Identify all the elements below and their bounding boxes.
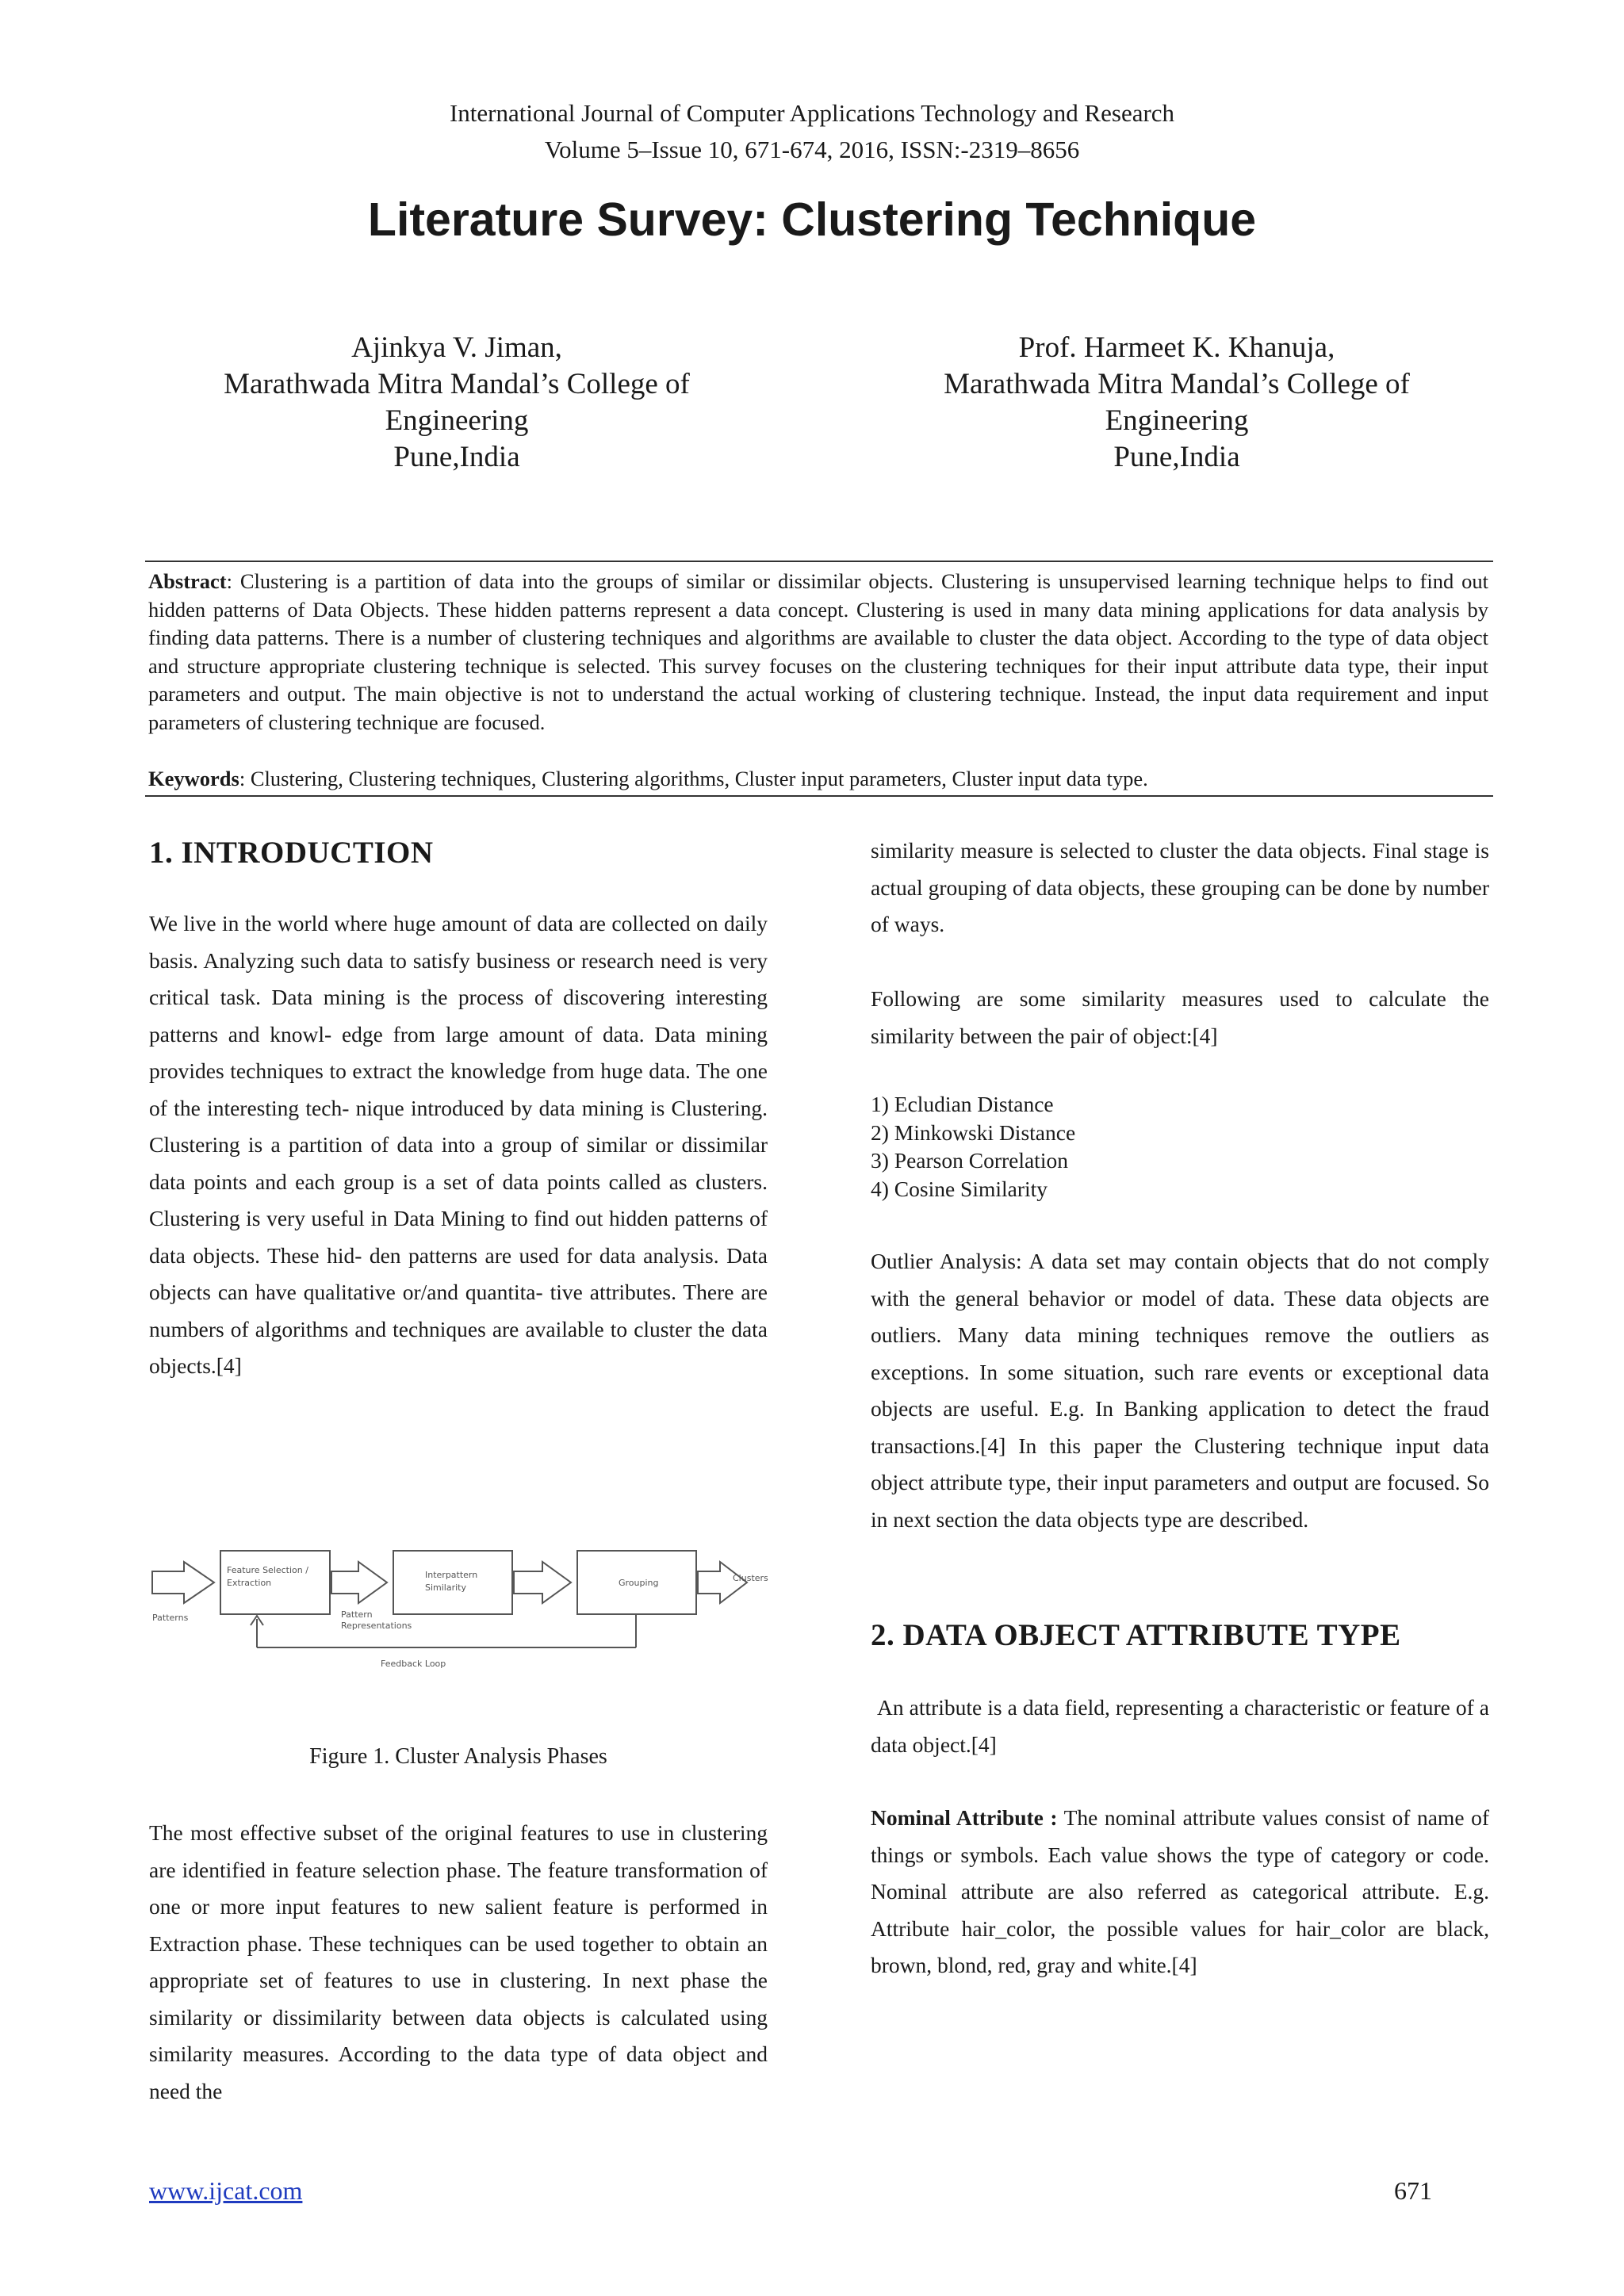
journal-url-link[interactable]: www.ijcat.com [149, 2176, 303, 2205]
section-heading: 2. DATA OBJECT ATTRIBUTE TYPE [871, 1618, 1401, 1652]
paper-title: Literature Survey: Clustering Technique [367, 193, 1257, 246]
journal-volume: Volume 5–Issue 10, 671-674, 2016, ISSN:-2319–8656 [544, 136, 1080, 163]
abstract-label: Abstract [148, 569, 227, 593]
author-location: Pune,India [393, 441, 520, 473]
abstract [148, 568, 1488, 737]
nominal-text: The nominal attribute values consist of name of things or symbols. Each value shows the type of category or code. Nominal attribute are also referred as categorical attribute. E.g. Attribute hair_color, the possible values for hair_color are black, brown, blond, red, gray and white.[4] [871, 1805, 1489, 1977]
author-name: Ajinkya V. Jiman, [351, 331, 562, 364]
list-item: 4) Cosine Similarity [871, 1176, 1048, 1201]
paragraph: An attribute is a data field, representing a characteristic or feature of a data object.[4] [871, 1695, 1489, 1757]
fig-label: Extraction [227, 1578, 272, 1588]
page-number: 671 [1394, 2176, 1432, 2205]
fig-label: Patterns [152, 1613, 189, 1623]
paragraph [871, 1800, 1489, 1984]
list-item: 2) Minkowski Distance [871, 1119, 1076, 1145]
fig-label: Clusters [733, 1573, 768, 1583]
author-affiliation: Engineering [1105, 404, 1249, 437]
top-rule [145, 561, 1493, 562]
author-affiliation: Marathwada Mitra Mandal’s College of [944, 368, 1410, 400]
author-1 [155, 330, 758, 476]
similarity-list [871, 1090, 1075, 1203]
author-affiliation: Marathwada Mitra Mandal’s College of [224, 368, 690, 400]
nominal-paragraph [871, 1800, 1489, 1984]
journal-name: International Journal of Computer Applications Technology and Research [449, 99, 1175, 127]
keywords [148, 765, 1488, 794]
similarity-intro [871, 981, 1489, 1054]
bottom-rule [145, 795, 1493, 797]
fig-label: Feedback Loop [381, 1659, 446, 1669]
author-name: Prof. Harmeet K. Khanuja, [1018, 331, 1335, 364]
author-2 [875, 330, 1478, 476]
attribute-paragraph [871, 1689, 1489, 1763]
section-heading: 1. INTRODUCTION [149, 836, 434, 870]
paragraph: The most effective subset of the original features to use in clustering are identified in feature selection phase. The feature transformation of one or more input features to new salient feature is performed in Extraction phase. These techniques can be used together to obtain an appropriate set of features to use in clustering. In next phase the similarity or dissimilarity between data objects is calculated using similarity measures. According to the data type of data object and need the [149, 1820, 768, 2103]
fig-label: Representations [341, 1621, 412, 1631]
fig-label: Feature Selection / [227, 1565, 308, 1575]
fig-label: Interpattern [425, 1570, 478, 1580]
author-affiliation: Engineering [385, 404, 529, 437]
fig-label: Similarity [425, 1582, 467, 1593]
paragraph: similarity measure is selected to cluster the data objects. Final stage is actual grouping of data objects, these grouping can be done by number of ways. [871, 838, 1489, 936]
continued-paragraph [871, 832, 1489, 943]
paragraph: We live in the world where huge amount of data are collected on daily basis. Analyzing such data to satisfy business or research need is very critical task. Data mining is the process of discovering interesting patterns and knowl- edge from large amount of data. Data mining provides techniques to extract the knowledge from huge data. The one of the interesting tech- nique introduced by data mining is Clustering. Clustering is a partition of data into a group of similar or dissimilar data points and each group is a set of data points called as clusters. Clustering is very useful in Data Mining to find out hidden patterns of data objects. These hid- den patterns are used for data analysis. Data objects can have qualitative or/and quantita- tive attributes. There are numbers of algorithms and techniques are available to cluster the data objects.[4] [149, 911, 768, 1378]
abstract-text: : Clustering is a partition of data into the groups of similar or dissimilar objects. Clustering is unsupervised learning technique helps to find out hidden patterns of Data Objects. These hidden patterns represent a data concept. Clustering is used in many data mining applications for data analysis by finding data patterns. There is a number of clustering techniques and algorithms are available to cluster the data object. According to the type of data object and structure appropriate clustering technique is selected. This survey focuses on the clustering techniques for their input attribute data type, their input parameters and output. The main objective is not to understand the actual working of clustering technique. Instead, the input data requirement and input parameters of clustering technique are focused. [148, 569, 1488, 734]
nominal-label: Nominal Attribute : [871, 1805, 1058, 1830]
intro-paragraph-2 [149, 1815, 768, 2110]
diagram [151, 1522, 777, 1681]
author-location: Pune,India [1113, 441, 1240, 473]
fig-label: Pattern [341, 1609, 373, 1620]
keywords-text: : Clustering, Clustering techniques, Clustering algorithms, Cluster input parameters, Cluster input data type. [239, 767, 1148, 790]
input-arrow [152, 1562, 214, 1603]
keywords-label: Keywords [148, 767, 239, 790]
paragraph: Following are some similarity measures used to calculate the similarity between the pair of object:[4] [871, 986, 1489, 1048]
arrow [331, 1562, 387, 1603]
figure-caption: Figure 1. Cluster Analysis Phases [309, 1744, 607, 1769]
list-item: 3) Pearson Correlation [871, 1148, 1068, 1173]
arrow [514, 1562, 571, 1603]
outlier-paragraph [871, 1243, 1489, 1538]
intro-paragraph [149, 905, 768, 1385]
list-item: 1) Ecludian Distance [871, 1092, 1054, 1116]
paragraph: Outlier Analysis: A data set may contain objects that do not comply with the general behavior or model of data. These data objects are outliers. Many data mining techniques remove the outliers as exceptions. In some situation, such rare events or exceptional data objects are useful. E.g. In Banking application to detect the fraud transactions.[4] In this paper the Clustering technique input data object attribute type, their input parameters and output are focused. So in next section the data objects type are described. [871, 1249, 1489, 1532]
fig-label: Grouping [619, 1578, 659, 1588]
figure-cluster-phases [151, 1522, 777, 1681]
